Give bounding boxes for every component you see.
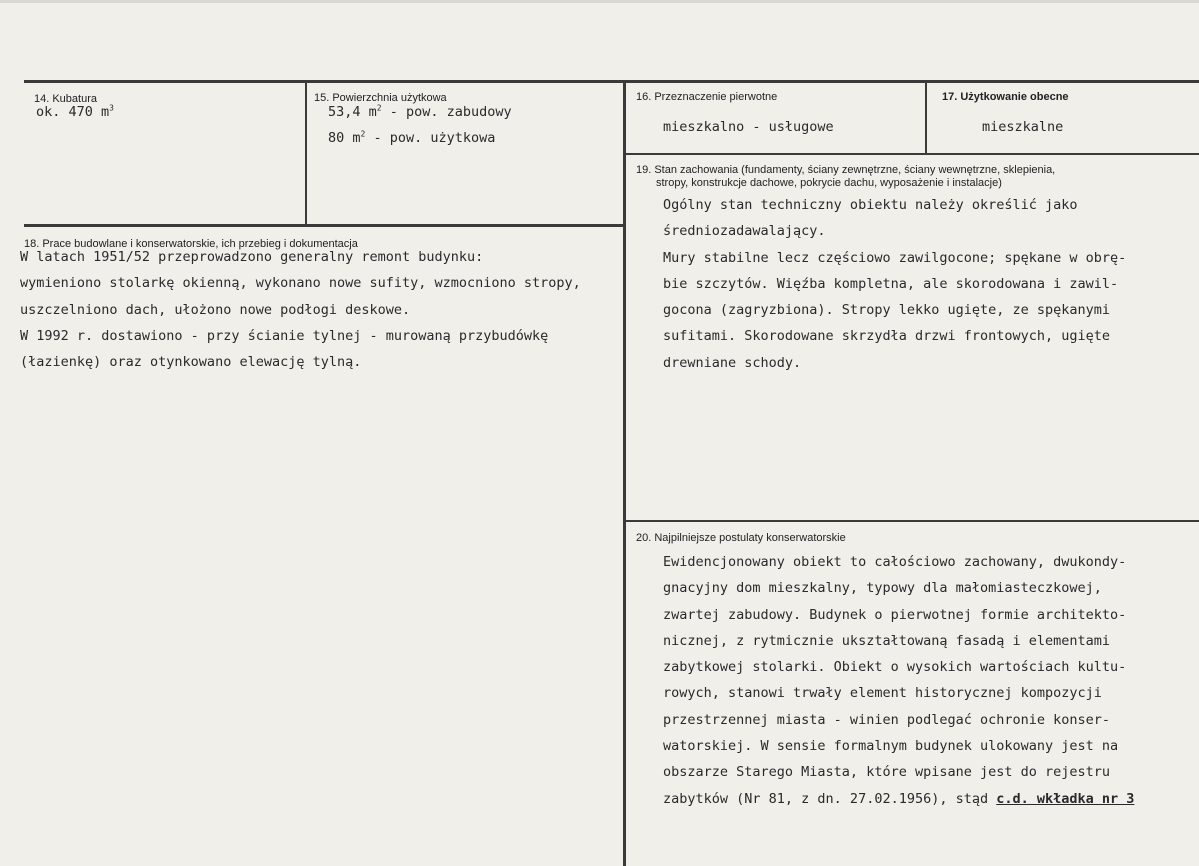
kubatura-value: ok. 470 $m^3$ bbox=[36, 103, 114, 120]
text-line: uszczelniono dach, ułożono nowe podłogi deskowe. bbox=[20, 301, 411, 318]
powierzchnia-uzytkowa: 80 $m^2$ - pow. użytkowa bbox=[328, 129, 496, 146]
text-line: obszarze Starego Miasta, które wpisane jest do rejestru bbox=[663, 764, 1111, 781]
text-line: watorskiej. W sensie formalnym budynek ulokowany jest na bbox=[663, 738, 1119, 755]
uzytkowanie-value: mieszkalne bbox=[982, 119, 1064, 135]
text-line: W 1992 r. dostawiono - przy ścianie tylnej - murowaną przybudówkę bbox=[20, 327, 549, 344]
divider-16-17 bbox=[925, 82, 927, 154]
text-line: Ewidencjonowany obiekt to całościowo zachowany, dwukondy- bbox=[663, 554, 1127, 570]
rule-below-16-17 bbox=[625, 153, 1199, 155]
przeznaczenie-value: mieszkalno - usługowe bbox=[663, 119, 834, 135]
continuation-link: c.d. wkładka nr 3 bbox=[996, 790, 1135, 807]
text-line: zabytkowej stolarki. Obiekt o wysokich wartościach kultu- bbox=[663, 659, 1127, 676]
uzytkowanie-label: 17. Użytkowanie obecne bbox=[942, 91, 1069, 103]
text-line: drewniane schody. bbox=[663, 354, 802, 371]
prace-label: 18. Prace budowlane i konserwatorskie, ich przebieg i dokumentacja bbox=[24, 238, 358, 250]
postulaty-label: 20. Najpilniejsze postulaty konserwatorskie bbox=[636, 532, 846, 544]
postulaty-text bbox=[663, 549, 1197, 812]
top-rule bbox=[24, 80, 1199, 83]
text-line: średniozadawalający. bbox=[663, 223, 826, 240]
kubatura-label: 14. Kubatura bbox=[34, 93, 97, 105]
rule-below-14-15 bbox=[24, 224, 625, 227]
powierzchnia-label: 15. Powierzchnia użytkowa bbox=[314, 92, 447, 104]
powierzchnia-zabudowy: 53,4 $m^2$ - pow. zabudowy bbox=[328, 103, 512, 120]
text-line: nicznej, z rytmicznie ukształtowaną fasadą i elementami bbox=[663, 632, 1111, 649]
text-line-last: zabytków (Nr 81, z dn. 27.02.1956), stąd c.d. wkładka nr 3 bbox=[663, 790, 1135, 807]
stan-label-line2: stropy, konstrukcje dachowe, pokrycie dachu, wyposażenie i instalacje) bbox=[656, 177, 1002, 189]
divider-left-right bbox=[623, 82, 626, 866]
stan-label-line1: 19. Stan zachowania (fundamenty, ściany zewnętrzne, ściany wewnętrzne, sklepienia, bbox=[636, 164, 1056, 176]
text-line: Mury stabilne lecz częściowo zawilgocone; spękane w obrę- bbox=[663, 249, 1127, 266]
text-line: gnacyjny dom mieszkalny, typowy dla małomiasteczkowej, bbox=[663, 580, 1102, 597]
text-line: sufitami. Skorodowane skrzydła drzwi frontowych, ugięte bbox=[663, 328, 1111, 345]
text-line: rowych, stanowi trwały element historycznej kompozycji bbox=[663, 685, 1102, 702]
text-line: (łazienkę) oraz otynkowano elewację tylną. bbox=[20, 354, 362, 371]
text-line: zwartej zabudowy. Budynek o pierwotnej formie architekto- bbox=[663, 606, 1127, 623]
przeznaczenie-label: 16. Przeznaczenie pierwotne bbox=[636, 91, 778, 103]
stan-text bbox=[663, 192, 1193, 376]
top-edge-strip bbox=[0, 0, 1199, 3]
text-line: bie szczytów. Więźba kompletna, ale skorodowana i zawil- bbox=[663, 275, 1119, 292]
text-line: gocona (zagryzbiona). Stropy lekko ugięte, ze spękanymi bbox=[663, 302, 1111, 319]
text-line: wymieniono stolarkę okienną, wykonano nowe sufity, wzmocniono stropy, bbox=[20, 275, 581, 292]
text-line: Ogólny stan techniczny obiektu należy określić jako bbox=[663, 197, 1078, 213]
prace-text bbox=[20, 244, 620, 375]
text-line: W latach 1951/52 przeprowadzono generalny remont budynku: bbox=[20, 249, 484, 265]
divider-14-15 bbox=[305, 82, 307, 225]
text-line: przestrzennej miasta - winien podlegać ochronie konser- bbox=[663, 711, 1111, 728]
rule-below-19 bbox=[625, 520, 1199, 522]
